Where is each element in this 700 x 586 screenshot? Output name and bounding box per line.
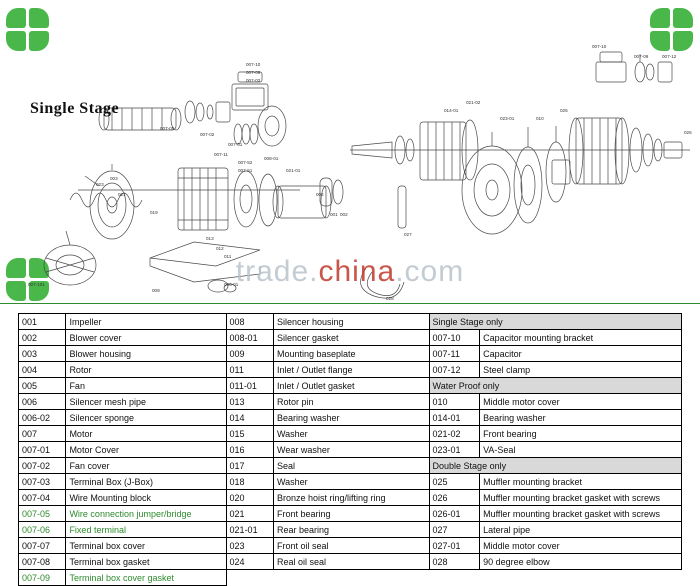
svg-text:001: 001	[330, 212, 338, 217]
table-row	[19, 506, 682, 522]
svg-text:019: 019	[150, 210, 158, 215]
part-code-cell: 007-02	[19, 458, 66, 474]
parts-table-body	[19, 314, 682, 586]
table-row	[19, 346, 682, 362]
svg-text:027: 027	[404, 232, 412, 237]
part-code-cell: 026-01	[429, 506, 480, 522]
table-row	[19, 554, 682, 570]
svg-text:012: 012	[216, 246, 224, 251]
table-row	[19, 474, 682, 490]
svg-text:023: 023	[96, 182, 104, 187]
part-name-cell: Rotor pin	[273, 394, 429, 410]
part-name-cell: Front oil seal	[273, 538, 429, 554]
part-name-cell: Silencer mesh pipe	[66, 394, 226, 410]
part-name-cell: Fan cover	[66, 458, 226, 474]
svg-text:007-10: 007-10	[246, 62, 261, 67]
part-name-cell: Inlet / Outlet gasket	[273, 378, 429, 394]
part-name-cell: Motor	[66, 426, 226, 442]
table-row	[19, 538, 682, 554]
part-group-header: Double Stage only	[429, 458, 681, 474]
part-name-cell: Seal	[273, 458, 429, 474]
svg-text:021: 021	[118, 192, 126, 197]
svg-text:007-51: 007-51	[238, 168, 253, 173]
part-code-cell: 023	[226, 538, 273, 554]
part-name-cell: Silencer housing	[273, 314, 429, 330]
part-code-cell: 013	[226, 394, 273, 410]
part-name-cell: Fan	[66, 378, 226, 394]
table-row	[19, 458, 682, 474]
part-code-cell: 007-03	[19, 474, 66, 490]
part-code-cell: 007-08	[19, 554, 66, 570]
svg-text:007-12: 007-12	[662, 54, 677, 59]
part-name-cell: Rotor	[66, 362, 226, 378]
part-code-cell: 020	[226, 490, 273, 506]
watermark-left: trade.	[235, 255, 319, 288]
part-name-cell: Blower housing	[66, 346, 226, 362]
part-code-cell: 011-01	[226, 378, 273, 394]
part-name-cell: Silencer gasket	[273, 330, 429, 346]
part-code-cell: 003	[19, 346, 66, 362]
part-code-cell: 010	[429, 394, 480, 410]
table-row	[19, 378, 682, 394]
part-code-cell: 007-11	[429, 346, 480, 362]
parts-table	[18, 313, 682, 586]
svg-text:021-02: 021-02	[466, 100, 481, 105]
svg-text:021-01: 021-01	[286, 168, 301, 173]
part-name-cell: Bearing washer	[480, 410, 682, 426]
part-name-cell: Terminal box gasket	[66, 554, 226, 570]
part-code-cell: 027	[429, 522, 480, 538]
part-code-cell: 023-01	[429, 442, 480, 458]
part-code-cell: 007-12	[429, 362, 480, 378]
svg-text:003: 003	[110, 176, 118, 181]
svg-text:007-09: 007-09	[634, 54, 649, 59]
svg-text:007-10: 007-10	[592, 44, 607, 49]
table-row	[19, 330, 682, 346]
part-code-cell: 007-07	[19, 538, 66, 554]
part-code-cell: 007-04	[19, 490, 66, 506]
part-group-header: Water Proof only	[429, 378, 681, 394]
part-code-cell: 006-02	[19, 410, 66, 426]
table-row	[19, 362, 682, 378]
svg-text:026: 026	[684, 130, 692, 135]
svg-text:007-11: 007-11	[214, 152, 228, 157]
part-code-cell: 007-06	[19, 522, 66, 538]
svg-text:014-01: 014-01	[444, 108, 459, 113]
svg-text:011: 011	[224, 254, 232, 259]
svg-text:007-101: 007-101	[28, 282, 45, 287]
watermark-right: .com	[395, 255, 465, 288]
empty-cell	[226, 570, 273, 586]
empty-cell	[273, 570, 429, 586]
svg-text:008-01: 008-01	[264, 156, 279, 161]
part-name-cell: Blower cover	[66, 330, 226, 346]
table-row	[19, 394, 682, 410]
svg-text:023-01: 023-01	[500, 116, 515, 121]
svg-text:028: 028	[386, 296, 394, 301]
parts-table-container	[18, 313, 682, 586]
table-row	[19, 522, 682, 538]
table-row	[19, 442, 682, 458]
watermark-mid: china	[318, 255, 396, 288]
part-name-cell: Wire Mounting block	[66, 490, 226, 506]
part-name-cell: Front bearing	[273, 506, 429, 522]
part-code-cell: 026	[429, 490, 480, 506]
part-name-cell: Terminal box cover	[66, 538, 226, 554]
part-code-cell: 015	[226, 426, 273, 442]
part-code-cell: 008	[226, 314, 273, 330]
part-code-cell: 007-01	[19, 442, 66, 458]
part-code-cell: 024	[226, 554, 273, 570]
table-row	[19, 570, 682, 586]
part-name-cell: Rear bearing	[273, 522, 429, 538]
svg-text:009: 009	[152, 288, 160, 293]
watermark	[0, 255, 700, 289]
svg-text:002: 002	[340, 212, 348, 217]
part-code-cell: 014-01	[429, 410, 480, 426]
part-name-cell: Muffler mounting bracket	[480, 474, 682, 490]
table-row	[19, 490, 682, 506]
part-code-cell: 011	[226, 362, 273, 378]
part-name-cell: Muffler mounting bracket gasket with screws	[480, 490, 682, 506]
svg-text:007-01: 007-01	[228, 142, 243, 147]
part-name-cell: Washer	[273, 426, 429, 442]
part-code-cell: 007-10	[429, 330, 480, 346]
part-name-cell: Terminal Box (J-Box)	[66, 474, 226, 490]
part-name-cell: Real oil seal	[273, 554, 429, 570]
table-row	[19, 314, 682, 330]
part-code-cell: 018	[226, 474, 273, 490]
part-name-cell: Middle motor cover	[480, 394, 682, 410]
part-name-cell: Lateral pipe	[480, 522, 682, 538]
svg-text:007-03: 007-03	[246, 78, 261, 83]
part-name-cell: Steel clamp	[480, 362, 682, 378]
part-name-cell: Capacitor mounting bracket	[480, 330, 682, 346]
part-code-cell: 021-01	[226, 522, 273, 538]
part-code-cell: 007-09	[19, 570, 66, 586]
part-code-cell: 001	[19, 314, 66, 330]
part-code-cell: 025	[429, 474, 480, 490]
part-code-cell: 017	[226, 458, 273, 474]
svg-text:007-52: 007-52	[238, 160, 253, 165]
part-name-cell: VA-Seal	[480, 442, 682, 458]
part-code-cell: 007-05	[19, 506, 66, 522]
part-name-cell: Mounting baseplate	[273, 346, 429, 362]
part-code-cell: 007	[19, 426, 66, 442]
part-name-cell: Wire connection jumper/bridge	[66, 506, 226, 522]
svg-text:004: 004	[316, 192, 324, 197]
part-name-cell: Terminal box cover gasket	[66, 570, 226, 586]
svg-text:013: 013	[206, 236, 214, 241]
part-code-cell: 008-01	[226, 330, 273, 346]
empty-cell	[429, 570, 480, 586]
part-code-cell: 027-01	[429, 538, 480, 554]
part-name-cell: Fixed terminal	[66, 522, 226, 538]
part-name-cell: Silencer sponge	[66, 410, 226, 426]
svg-text:006-01: 006-01	[224, 282, 239, 287]
part-code-cell: 016	[226, 442, 273, 458]
diagram-title: Single Stage	[30, 100, 120, 117]
part-name-cell: Wear washer	[273, 442, 429, 458]
part-name-cell: 90 degree elbow	[480, 554, 682, 570]
svg-text:007-05: 007-05	[160, 126, 175, 131]
part-code-cell: 009	[226, 346, 273, 362]
part-name-cell: Motor Cover	[66, 442, 226, 458]
section-divider	[0, 303, 700, 304]
part-name-cell: Bronze hoist ring/lifting ring	[273, 490, 429, 506]
empty-cell	[480, 570, 682, 586]
svg-text:007-09: 007-09	[246, 70, 261, 75]
part-code-cell: 028	[429, 554, 480, 570]
svg-text:007-02: 007-02	[200, 132, 215, 137]
table-row	[19, 410, 682, 426]
part-name-cell: Bearing washer	[273, 410, 429, 426]
part-name-cell: Inlet / Outlet flange	[273, 362, 429, 378]
part-name-cell: Front bearing	[480, 426, 682, 442]
part-group-header: Single Stage only	[429, 314, 681, 330]
part-name-cell: Impeller	[66, 314, 226, 330]
part-code-cell: 014	[226, 410, 273, 426]
part-name-cell: Muffler mounting bracket gasket with screws	[480, 506, 682, 522]
part-code-cell: 004	[19, 362, 66, 378]
part-code-cell: 005	[19, 378, 66, 394]
part-name-cell: Middle motor cover	[480, 538, 682, 554]
part-code-cell: 021	[226, 506, 273, 522]
part-code-cell: 002	[19, 330, 66, 346]
table-row	[19, 426, 682, 442]
part-code-cell: 006	[19, 394, 66, 410]
svg-text:010: 010	[536, 116, 544, 121]
part-name-cell: Washer	[273, 474, 429, 490]
part-name-cell: Capacitor	[480, 346, 682, 362]
part-code-cell: 021-02	[429, 426, 480, 442]
svg-text:025: 025	[560, 108, 568, 113]
